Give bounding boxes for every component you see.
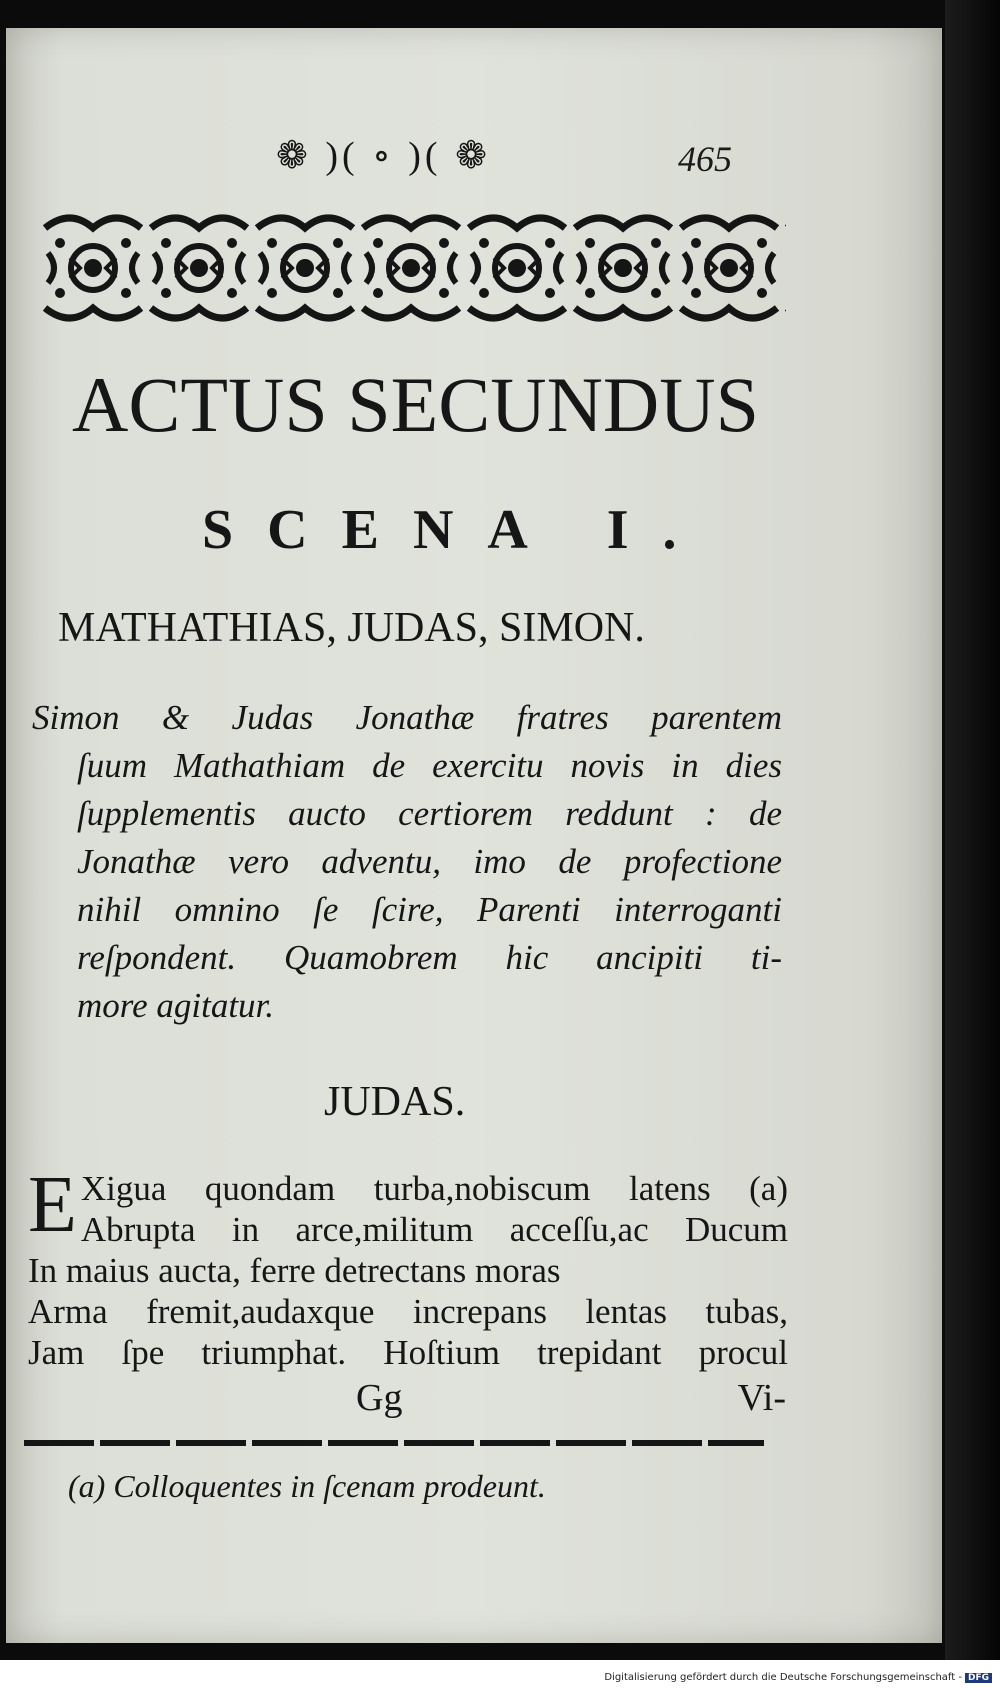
argument-line: Simon & Judas Jonathæ fratres parentem — [32, 698, 782, 737]
argument-line: reſpondent. Quamobrem hic ancipiti ti- — [77, 938, 782, 977]
verse-block — [28, 1161, 788, 1373]
argument-line: Jonathæ vero adventu, imo de profectione — [77, 842, 782, 881]
verse-line: Abrupta in arce,militum acceſſu,ac Ducum — [80, 1210, 788, 1249]
act-title: ACTUS SECUNDUS — [72, 361, 759, 448]
book-page — [6, 28, 942, 1643]
footnote-rule — [24, 1438, 764, 1448]
catchword: Vi- — [737, 1377, 786, 1419]
argument-line: more agitatur. — [77, 986, 275, 1025]
scene-title: SCENA I. — [202, 499, 711, 561]
decorative-ornament-band — [40, 208, 786, 328]
character-list: MATHATHIAS, JUDAS, SIMON. — [58, 605, 645, 651]
header-ornament: ❁ )( ∘ )( ❁ — [276, 135, 491, 177]
verse-line: Xigua quondam turba,nobiscum latens (a) — [80, 1169, 788, 1208]
footer-credit — [604, 1672, 992, 1683]
signature-mark: Gg — [356, 1377, 403, 1419]
scene-argument — [30, 694, 782, 1030]
speaker-name: JUDAS. — [324, 1079, 466, 1125]
argument-line: nihil omnino ſe ſcire, Parenti interroganti — [77, 890, 782, 929]
verse-line: Arma fremit,audaxque increpans lentas tubas, — [28, 1292, 788, 1331]
drop-cap: E — [28, 1161, 77, 1249]
argument-line: ſupplementis aucto certiorem reddunt : de — [77, 794, 782, 833]
footnote: (a) Colloquentes in ſcenam prodeunt. — [68, 1468, 546, 1504]
verse-line: Jam ſpe triumphat. Hoſtium trepidant procul — [28, 1333, 788, 1372]
argument-line: ſuum Mathathiam de exercitu novis in dies — [77, 746, 782, 785]
footer-credit-text: Digitalisierung gefördert durch die Deutsche Forschungsgemeinschaft - — [604, 1672, 962, 1683]
verse-line: In maius aucta, ferre detrectans moras — [28, 1251, 561, 1290]
page-number: 465 — [678, 139, 732, 179]
scan-dark-edge — [945, 0, 1000, 1690]
dfg-logo: DFG — [965, 1673, 992, 1683]
